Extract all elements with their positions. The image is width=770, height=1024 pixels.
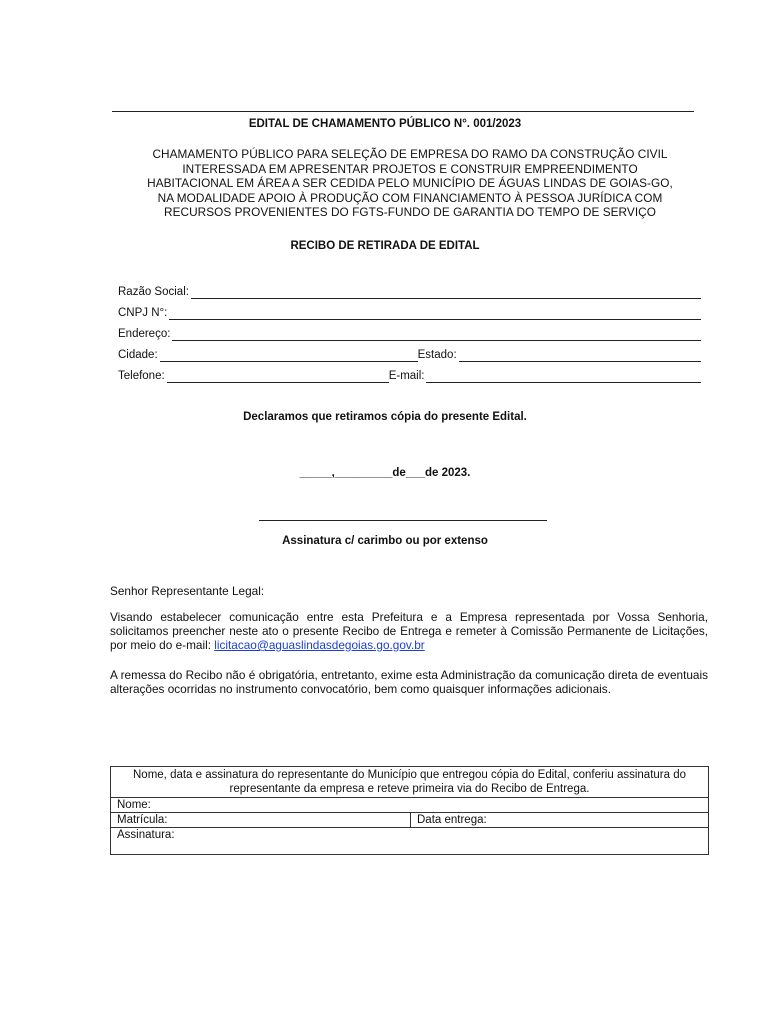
company-form (118, 278, 701, 383)
box-header: Nome, data e assinatura do representante do Município que entregou cópia do Edital, conferiu assinatura do representante da empresa e reteve primeira via do Recibo de Entrega. (111, 767, 709, 798)
municipality-receipt-box (110, 766, 709, 855)
box-matricula[interactable]: Matrícula: (111, 813, 411, 828)
email-label: E-mail: (388, 370, 425, 382)
box-data-entrega[interactable]: Data entrega: (411, 813, 709, 828)
signature-line[interactable] (259, 520, 547, 521)
endereco-field[interactable] (172, 328, 701, 341)
cnpj-field[interactable] (169, 307, 701, 320)
form-row-cidade-estado (118, 341, 701, 362)
intro-line: INTERESSADA EM APRESENTAR PROJETOS E CONSTRUIR EMPREENDIMENTO (182, 161, 638, 176)
telefone-field[interactable] (167, 370, 389, 383)
box-nome[interactable]: Nome: (111, 798, 709, 813)
intro-line: CHAMAMENTO PÚBLICO PARA SELEÇÃO DE EMPRESA DO RAMO DA CONSTRUÇÃO CIVIL (152, 147, 668, 161)
cidade-label: Cidade: (118, 349, 158, 361)
date-line: _____,_________de___de 2023. (299, 467, 471, 479)
razao-social-field[interactable] (191, 286, 701, 299)
document-title: EDITAL DE CHAMAMENTO PÚBLICO N°. 001/2023 (248, 118, 522, 130)
cnpj-label: CNPJ N°: (118, 307, 168, 319)
declaration-text: Declaramos que retiramos cópia do presente Edital. (243, 411, 527, 423)
top-rule (112, 111, 694, 112)
form-row-cnpj (118, 299, 701, 320)
intro-text (110, 147, 710, 220)
intro-line: RECURSOS PROVENIENTES DO FGTS-FUNDO DE GARANTIA DO TEMPO DE SERVIÇO (164, 205, 656, 219)
receipt-subtitle: RECIBO DE RETIRADA DE EDITAL (290, 240, 480, 252)
form-row-endereco (118, 320, 701, 341)
estado-field[interactable] (459, 349, 701, 362)
box-assinatura[interactable]: Assinatura: (111, 828, 709, 855)
email-link[interactable]: licitacao@aguaslindasdegoias.go.gov.br (214, 638, 425, 652)
intro-line: NA MODALIDADE APOIO À PRODUÇÃO COM FINANCIAMENTO À PESSOA JURÍDICA COM (157, 190, 663, 205)
cidade-field[interactable] (160, 349, 418, 362)
telefone-label: Telefone: (118, 370, 165, 382)
intro-line: HABITACIONAL EM ÁREA A SER CEDIDA PELO MUNICÍPIO DE ÁGUAS LINDAS DE GOIAS-GO, (147, 176, 673, 190)
estado-label: Estado: (417, 349, 457, 361)
signature-label: Assinatura c/ carimbo ou por extenso (282, 535, 488, 547)
endereco-label: Endereço: (118, 328, 171, 340)
salutation: Senhor Representante Legal: (110, 584, 265, 598)
email-field[interactable] (426, 370, 701, 383)
form-row-razao-social (118, 278, 701, 299)
form-row-telefone-email (118, 362, 701, 383)
paragraph-1-text: Visando estabelecer comunicação entre esta Prefeitura e a Empresa representada por Vossa Senhoria, solicitamos preencher neste ato o presente Recibo de Entrega e remeter à Comissão Permanente de Licitações, por meio do e-mail: (110, 610, 708, 652)
letter-paragraph-1 (110, 610, 708, 652)
letter-paragraph-2: A remessa do Recibo não é obrigatória, entretanto, exime esta Administração da comunicação direta de eventuais alterações ocorridas no instrumento convocatório, bem como quaisquer informações adicionais. (110, 668, 708, 696)
razao-social-label: Razão Social: (118, 286, 189, 298)
